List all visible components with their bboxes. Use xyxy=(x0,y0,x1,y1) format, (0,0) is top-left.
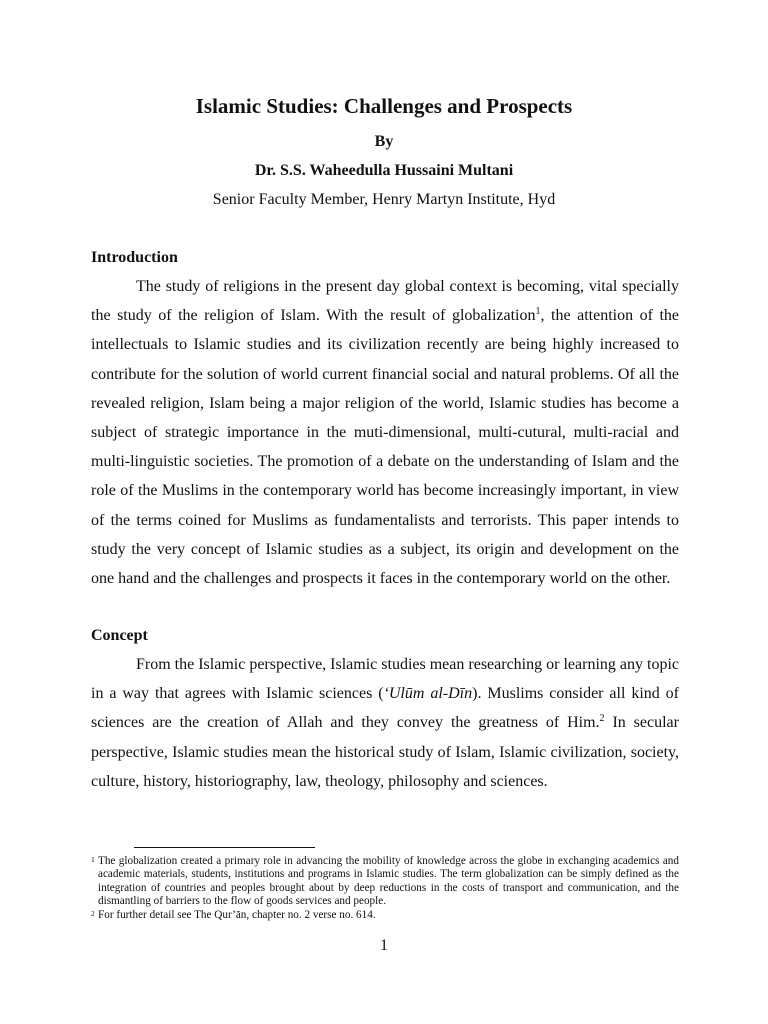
footnote-text: For further detail see The Qur’ān, chapter no. 2 verse no. 614. xyxy=(98,908,376,921)
author-name: Dr. S.S. Waheedulla Hussaini Multani xyxy=(254,162,514,179)
introduction-paragraph xyxy=(91,272,679,593)
introduction-text-rest: , the attention of the intellectuals to Islamic studies and its civilization recently are being highly increased to contribute for the solution of world current financial social and natural problems. Of all the revealed religion, Islam being a major religion of the world, Islamic studies has become a subject of strategic importance in the muti-dimensional, multi-cutural, multi-racial and multi-linguistic societies. The promotion of a debate on the understanding of Islam and the role of the Muslims in the contemporary world has become increasingly important, in view of the terms coined for Muslims as fundamentalists and terrorists. This paper intends to study the very concept of Islamic studies as a subject, its origin and development on the one hand and the challenges and prospects it faces in the contemporary world on the other. xyxy=(91,307,680,588)
concept-paragraph xyxy=(91,650,679,796)
footnote-2 xyxy=(91,909,679,922)
author-affiliation: Senior Faculty Member, Henry Martyn Institute, Hyd xyxy=(212,191,556,208)
introduction-text-start: The study of religions in the present day global context is becoming, vital specially the study of the religion of Islam. With the result of globalization xyxy=(91,278,679,325)
section-heading-introduction: Introduction xyxy=(91,249,178,266)
concept-text-middle: ). Muslims consider all kind of sciences are the creation of Allah and they convey the greatness of Him. xyxy=(91,685,680,732)
byline-by: By xyxy=(374,133,394,150)
section-heading-concept: Concept xyxy=(91,627,148,644)
footnote-ref-2[interactable]: 2 xyxy=(599,713,605,725)
footnote-text: The globalization created a primary role in advancing the mobility of knowledge across the globe in exchanging academics and academic materials, students, institutions and programs in Islamic studies. The term globalization can be simply defined as the integration of countries and peoples brought about by deep reductions in the costs of transport and communication, and the dismantling of barriers to the flow of goods services and people. xyxy=(98,855,679,908)
page-number: 1 xyxy=(380,937,388,954)
concept-text-end: In secular perspective, Islamic studies mean the historical study of Islam, Islamic civilization, society, culture, history, historiography, law, theology, philosophy and sciences. xyxy=(91,714,679,790)
footnote-mark: 2 xyxy=(91,908,95,918)
footnote-ref-1[interactable]: 1 xyxy=(535,306,541,318)
footnote-separator xyxy=(134,847,315,848)
paper-title: Islamic Studies: Challenges and Prospects xyxy=(195,94,573,118)
footnotes xyxy=(91,855,679,922)
footnote-mark: 1 xyxy=(91,855,95,864)
footnote-1 xyxy=(91,855,679,909)
concept-text-start: From the Islamic perspective, Islamic studies mean researching or learning any topic in a way that agrees with Islamic sciences ( xyxy=(91,656,679,703)
italic-term: ‘Ulūm al-Dīn xyxy=(383,685,473,703)
